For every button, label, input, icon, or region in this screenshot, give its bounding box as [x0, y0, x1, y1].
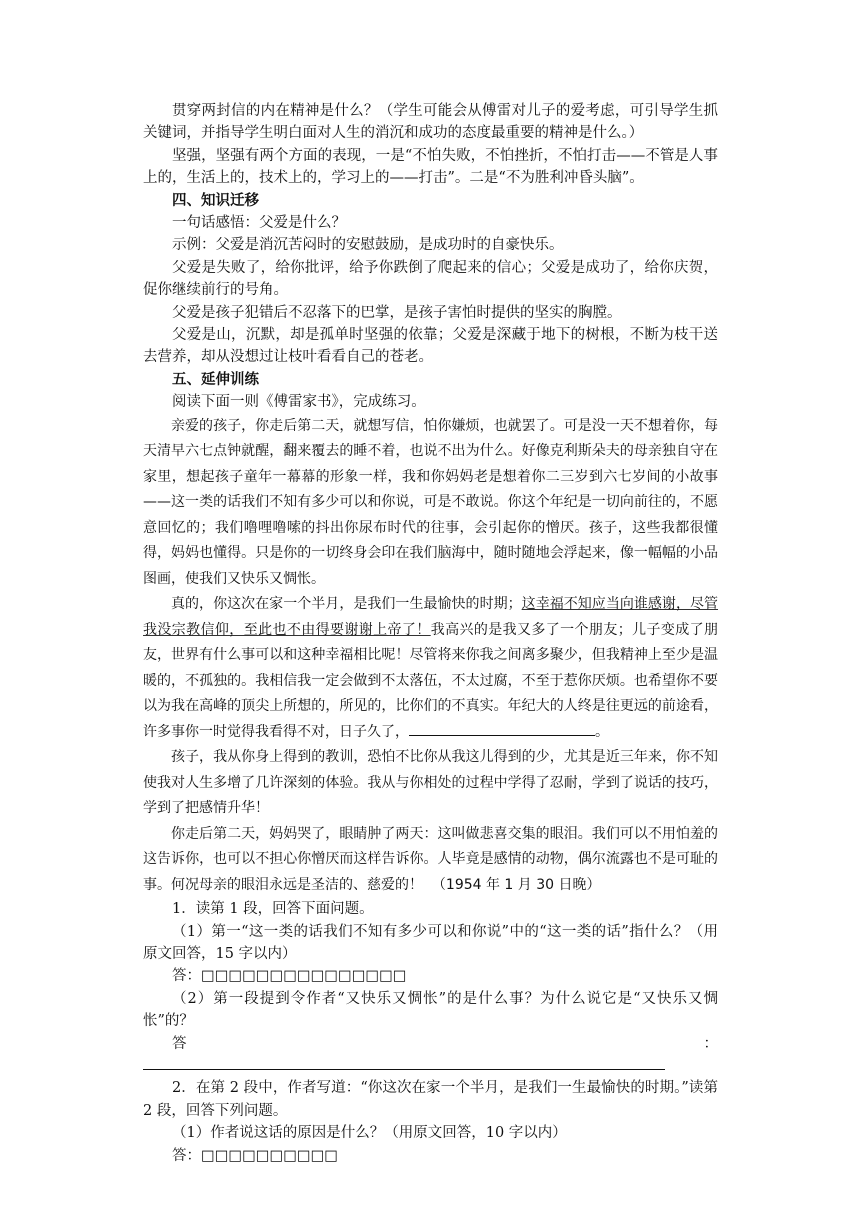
letter-paragraph-4	[143, 822, 718, 899]
letter-paragraph-2	[143, 592, 718, 745]
paragraph-prompt: 一句话感悟：父爱是什么？	[172, 215, 346, 232]
section-heading-extension: 五、延伸训练	[172, 370, 259, 388]
document-body	[143, 100, 718, 1167]
answer-label: 答：	[172, 1035, 718, 1052]
answer-label: 答：	[172, 1147, 201, 1164]
question-2-1: （1）作者说这话的原因是什么？（用原文回答，10 字以内）	[172, 1125, 567, 1142]
question-2-title: 2．在第 2 段中，作者写道：“你这次在家一个半月，是我们一生最愉快的时期。”读第 2 段，回答下列问题。	[143, 1080, 718, 1119]
letter-p4-text: 你走后第二天，妈妈哭了，眼睛肿了两天：这叫做悲喜交集的眼泪。我们可以不用怕羞的这告诉你，也可以不担心你憎厌而这样告诉你。人毕竟是感情的动物，偶尔流露也不是可耻的事。何况母亲的眼泪永远是圣洁的、慈爱的！	[143, 825, 718, 893]
question-1-2: （2）第一段提到令作者“又快乐又惆怅”的是什么事？为什么说它是“又快乐又惆怅”的？	[143, 990, 718, 1030]
underlined-sentence: 这幸福不知应当向谁感谢，尽管我没宗教信仰，至此也不由得要谢谢上帝了！	[143, 596, 719, 638]
paragraph-reading-intro: 阅读下面一则《傅雷家书》，完成练习。	[172, 394, 426, 411]
letter-p2-end: 。	[595, 723, 609, 740]
letter-paragraph-3: 孩子，我从你身上得到的教训，恐怕不比你从我这儿得到的少，尤其是近三年来，你不知使我对人生多增了几许深刻的体验。我从与你相处的过程中学得了忍耐，学到了说话的技巧，学到了把感情升华！	[143, 749, 718, 817]
answer-2-1	[143, 1145, 718, 1167]
paragraph-father-love-1: 父爱是失败了，给你批评，给予你跌倒了爬起来的信心；父爱是成功了，给你庆贺，促你继续前行的号角。	[143, 259, 718, 299]
letter-paragraph-1: 亲爱的孩子，你走后第二天，就想写信，怕你嫌烦，也就罢了。可是没一天不想着你，每天清早六七点钟就醒，翻来覆去的睡不着，也说不出为什么。好像克利斯朵夫的母亲独自守在家里，想起孩子童年一幕幕的形象一样，我和你妈妈老是想着你二三岁到六七岁间的小故事——这一类的话我们不知有多少可以和你说，可是不敢说。你这个年纪是一切向前往的，不愿意回忆的；我们噜哩噜嗦的抖出你尿布时代的往事，会引起你的憎厌。孩子，这些我都很懂得，妈妈也懂得。只是你的一切终身会印在我们脑海中，随时随地会浮起来，像一幅幅的小品图画，使我们又快乐又惆怅。	[143, 417, 718, 587]
letter-date: （1954 年 1 月 30 日晚）	[431, 876, 601, 893]
section-heading-knowledge-transfer: 四、知识迁移	[172, 191, 259, 209]
paragraph-answer-spirit: 坚强，坚强有两个方面的表现，一是“不怕失败，不怕挫折，不怕打击——不管是人事上的，生活上的，技术上的，学习上的——打击”。二是“不为胜利冲昏头脑”。	[143, 147, 718, 187]
letter-excerpt	[143, 414, 718, 899]
paragraph-father-love-2: 父爱是孩子犯错后不忍落下的巴掌，是孩子害怕时提供的坚实的胸膛。	[172, 304, 622, 321]
question-1-1: （1）第一“这一类的话我们不知有多少可以和你说”中的“这一类的话”指什么？（用原文回答，15 字以内）	[143, 923, 718, 962]
answer-1-1	[143, 965, 718, 987]
letter-p2-start: 真的，你这次在家一个半月，是我们一生最愉快的时期；	[171, 596, 522, 613]
answer-boxes-15[interactable]: □□□□□□□□□□□□□□□	[201, 968, 407, 985]
letter-p2-rest: 我高兴的是我又多了一个朋友；儿子变成了朋友，世界有什么事可以和这种幸福相比呢！尽管将来你我之间离多聚少，但我精神上至少是温暖的，不孤独的。我相信我一定会做到不太落伍，不太过腐，不至于惹你厌烦。也希望你不要以为我在高峰的顶尖上所想的，所见的，比你们的不真实。年纪大的人终是往更远的前途看，许多事你一时觉得我看得不对，日子久了，	[143, 621, 719, 740]
fill-in-blank[interactable]	[409, 721, 595, 736]
answer-1-2	[143, 1033, 718, 1078]
paragraph-question-spirit: 贯穿两封信的内在精神是什么？（学生可能会从傅雷对儿子的爱考虑，可引导学生抓关键词，并指导学生明白面对人生的消沉和成功的态度最重要的精神是什么。）	[143, 103, 718, 142]
answer-label: 答：	[172, 968, 201, 985]
paragraph-father-love-3: 父爱是山，沉默，却是孤单时坚强的依靠；父爱是深藏于地下的树根，不断为枝干送去营养，却从没想过让枝叶看看自己的苍老。	[143, 327, 718, 366]
answer-boxes-10[interactable]: □□□□□□□□□□	[201, 1147, 338, 1164]
paragraph-example: 示例：父爱是消沉苦闷时的安慰鼓励，是成功时的自豪快乐。	[172, 237, 564, 254]
answer-line[interactable]	[143, 1055, 665, 1070]
question-1-title: 1．读第 1 段，回答下面问题。	[172, 901, 374, 918]
